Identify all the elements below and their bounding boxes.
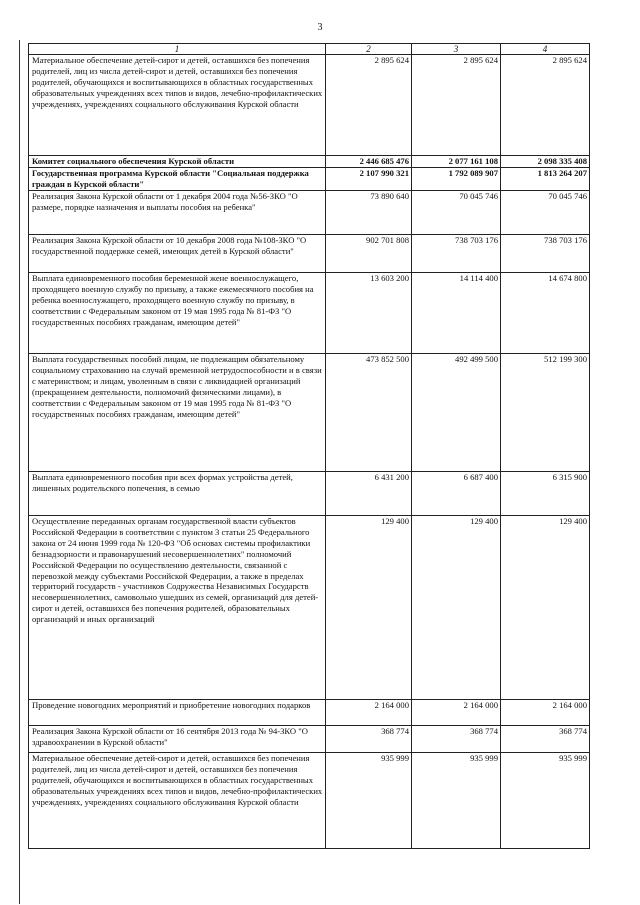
- table-row: [29, 726, 590, 753]
- row-value-2: 473 852 500: [326, 354, 412, 472]
- row-value-4: 1 813 264 207: [501, 168, 590, 191]
- row-value-2: 2 895 624: [326, 55, 412, 156]
- table-row: [29, 516, 590, 700]
- row-value-2: 935 999: [326, 753, 412, 849]
- row-value-4: 6 315 900: [501, 472, 590, 516]
- row-value-4: 512 199 300: [501, 354, 590, 472]
- row-name: Комитет социального обеспечения Курской области: [29, 156, 326, 168]
- row-value-2: 73 890 640: [326, 191, 412, 235]
- row-name: Выплата государственных пособий лицам, не подлежащим обязательному социальному страхованию на случай временной нетрудоспособности и в связи с материнством; и лицам, уволенным в связи с ликвидацией организаций (прекращением деятельности, полномочий физическими лицами), в соответствии с Федеральным законом от 19 мая 1995 года № 81-ФЗ "О государственных пособиях гражданам, имеющим детей": [29, 354, 326, 472]
- row-name: Проведение новогодних мероприятий и приобретение новогодних подарков: [29, 700, 326, 726]
- row-value-2: 13 603 200: [326, 273, 412, 354]
- row-name: Осуществление переданных органам государственной власти субъектов Российской Федерации в соответствии с пунктом 3 статьи 25 Федерального закона от 24 июня 1999 года № 120-ФЗ "Об основах системы профилактики безнадзорности и правонарушений несовершеннолетних" полномочий Российской Федерации по осуществлению деятельности, связанной с перевозкой между субъектами Российской Федерации, а также в пределах территорий государств - участников Содружества Независимых Государств несовершеннолетних, самовольно ушедших из семей, организаций для детей-сирот и детей, оставшихся без попечения родителей, образовательных организаций и иных организаций: [29, 516, 326, 700]
- row-value-4: 368 774: [501, 726, 590, 753]
- column-header-1: 1: [29, 44, 326, 55]
- table-row: [29, 235, 590, 273]
- row-value-3: 368 774: [412, 726, 501, 753]
- row-value-4: 2 098 335 408: [501, 156, 590, 168]
- row-value-3: 129 400: [412, 516, 501, 700]
- row-value-4: 2 164 000: [501, 700, 590, 726]
- row-name: Выплата единовременного пособия беременной жене военнослужащего, проходящего военную службу по призыву, а также ежемесячного пособия на ребенка военнослужащего, проходящего военную службу по призыву, в соответствии с Федеральным законом от 19 мая 1995 года № 81-ФЗ "О государственных пособиях гражданам, имеющим детей": [29, 273, 326, 354]
- table-row: [29, 273, 590, 354]
- row-value-3: 492 499 500: [412, 354, 501, 472]
- row-name: Реализация Закона Курской области от 10 декабря 2008 года №108-ЗКО "О государственной поддержке семей, имеющих детей в Курской области": [29, 235, 326, 273]
- row-name: Материальное обеспечение детей-сирот и детей, оставшихся без попечения родителей, лиц из числа детей-сирот и детей, оставшихся без попечения родителей, обучающихся и воспитывающихся в областных государственных образовательных учреждениях всех типов и видов, лечебно-профилактических учреждениях, учреждениях социального обслуживания Курской области: [29, 753, 326, 849]
- row-value-4: 738 703 176: [501, 235, 590, 273]
- row-value-2: 6 431 200: [326, 472, 412, 516]
- table-row: [29, 700, 590, 726]
- row-value-2: 2 164 000: [326, 700, 412, 726]
- row-value-4: 129 400: [501, 516, 590, 700]
- table-header-row: [29, 44, 590, 55]
- row-value-2: 2 446 685 476: [326, 156, 412, 168]
- table-row: [29, 191, 590, 235]
- row-value-4: 935 999: [501, 753, 590, 849]
- table-row: [29, 168, 590, 191]
- row-value-4: 2 895 624: [501, 55, 590, 156]
- row-value-3: 70 045 746: [412, 191, 501, 235]
- budget-table: [28, 43, 590, 849]
- column-header-2: 2: [326, 44, 412, 55]
- row-value-2: 2 107 990 321: [326, 168, 412, 191]
- row-value-3: 2 077 161 108: [412, 156, 501, 168]
- row-value-3: 14 114 400: [412, 273, 501, 354]
- table-row: [29, 55, 590, 156]
- table-row: [29, 354, 590, 472]
- row-value-2: 368 774: [326, 726, 412, 753]
- page-edge-line: [19, 40, 20, 904]
- row-value-2: 129 400: [326, 516, 412, 700]
- row-value-3: 2 164 000: [412, 700, 501, 726]
- row-name: Реализация Закона Курской области от 1 декабря 2004 года №56-ЗКО "О размере, порядке назначения и выплаты пособия на ребенка": [29, 191, 326, 235]
- table-row: [29, 753, 590, 849]
- table-row: [29, 472, 590, 516]
- table-row: [29, 156, 590, 168]
- row-value-3: 1 792 089 907: [412, 168, 501, 191]
- row-value-3: 738 703 176: [412, 235, 501, 273]
- row-value-3: 2 895 624: [412, 55, 501, 156]
- row-name: Материальное обеспечение детей-сирот и детей, оставшихся без попечения родителей, лиц из числа детей-сирот и детей, оставшихся без попечения родителей, обучающихся и воспитывающихся в областных государственных образовательных учреждениях всех типов и видов, лечебно-профилактических учреждениях, учреждениях социального обслуживания Курской области: [29, 55, 326, 156]
- page-number: 3: [317, 22, 323, 33]
- column-header-4: 4: [501, 44, 590, 55]
- row-name: Реализация Закона Курской области от 16 сентября 2013 года № 94-ЗКО "О здравоохранении в Курской области": [29, 726, 326, 753]
- row-value-2: 902 701 808: [326, 235, 412, 273]
- row-name: Выплата единовременного пособия при всех формах устройства детей, лишенных родительского попечения, в семью: [29, 472, 326, 516]
- row-value-3: 935 999: [412, 753, 501, 849]
- row-value-3: 6 687 400: [412, 472, 501, 516]
- row-value-4: 70 045 746: [501, 191, 590, 235]
- row-name: Государственная программа Курской области "Социальная поддержка граждан в Курской области": [29, 168, 326, 191]
- row-value-4: 14 674 800: [501, 273, 590, 354]
- column-header-3: 3: [412, 44, 501, 55]
